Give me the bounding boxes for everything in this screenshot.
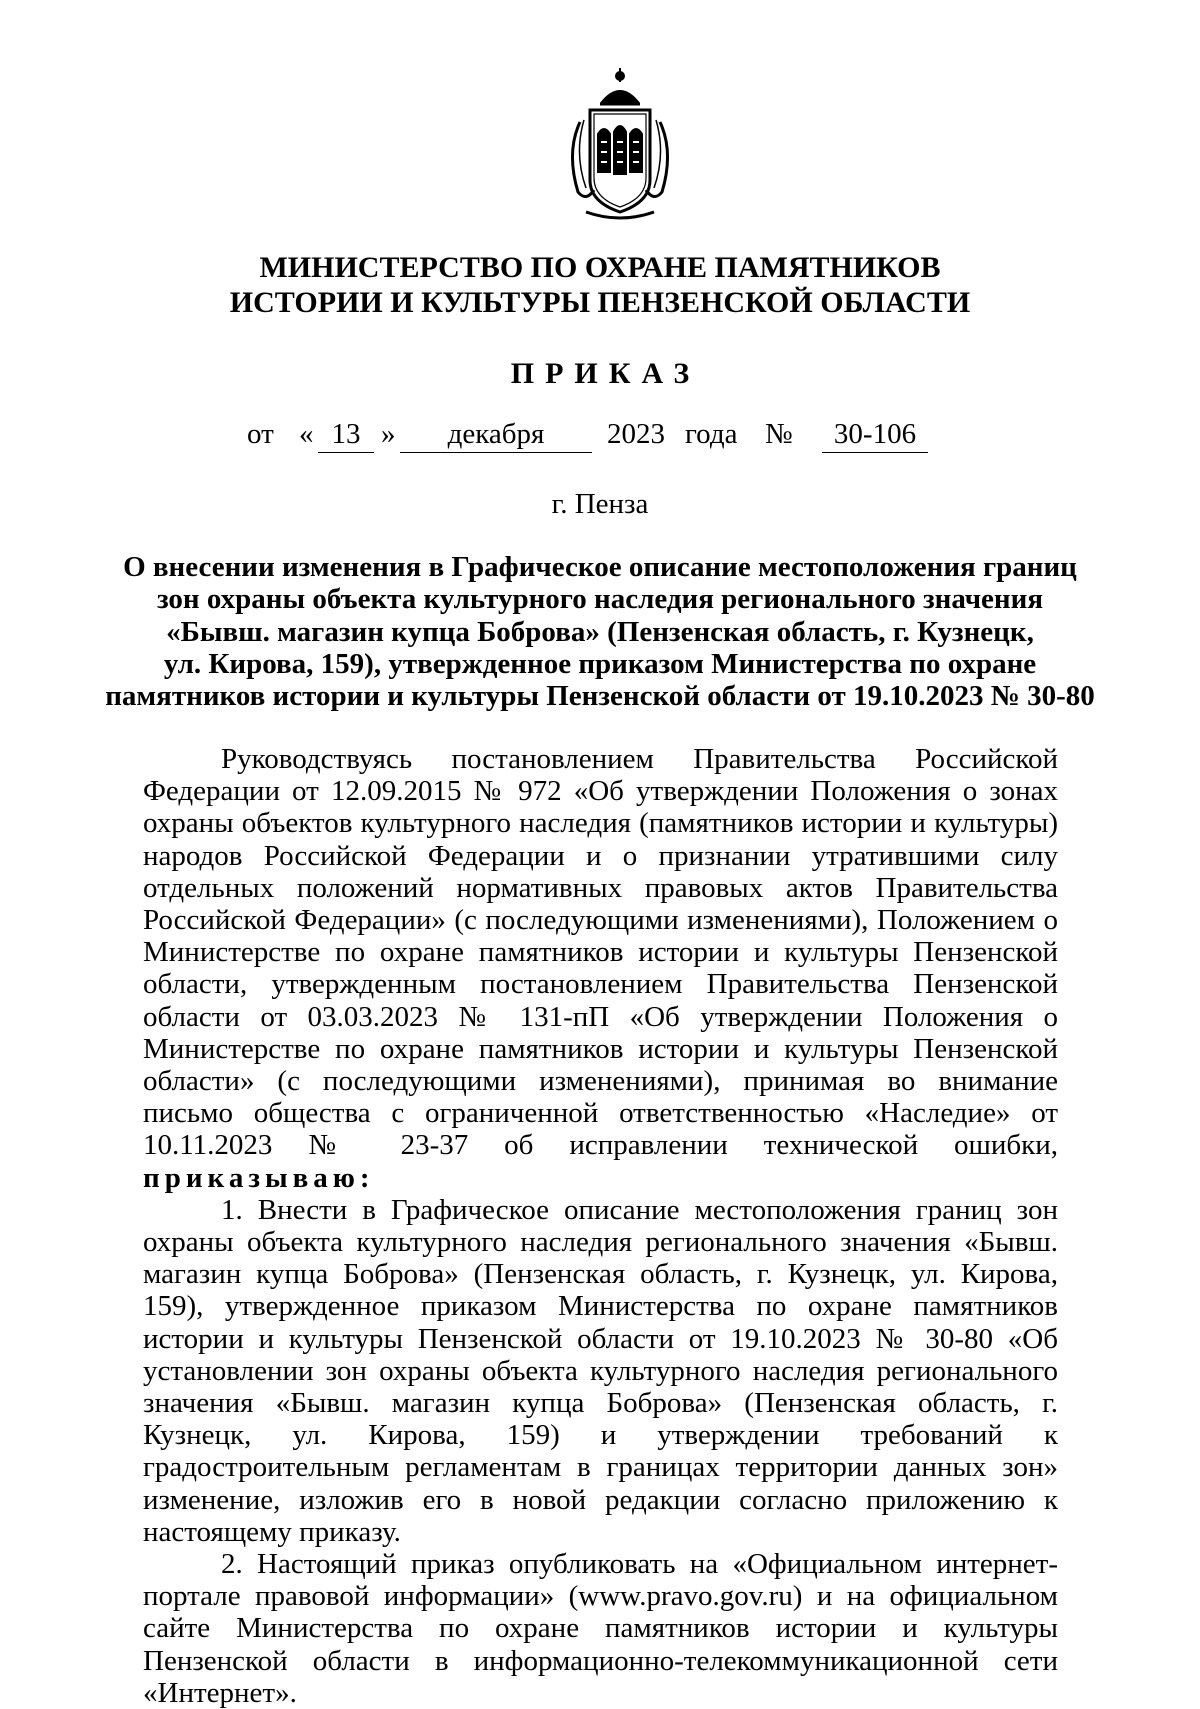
month-field: декабря xyxy=(400,418,592,453)
year-value: 2023 xyxy=(607,418,665,450)
ministry-title-line-2: ИСТОРИИ И КУЛЬТУРЫ ПЕНЗЕНСКОЙ ОБЛАСТИ xyxy=(229,286,971,319)
day-field: 13 xyxy=(318,418,374,453)
coat-of-arms-icon xyxy=(560,62,680,222)
order-word: приказываю: xyxy=(143,1161,375,1194)
number-sign: № xyxy=(765,418,793,450)
ministry-title-line-1: МИНИСТЕРСТВО ПО ОХРАНЕ ПАМЯТНИКОВ xyxy=(259,251,941,284)
from-label: от xyxy=(247,418,274,450)
preamble-text: Руководствуясь постановлением Правительства Российской Федерации от 12.09.2015 № 972 «Об утверждении Положения о зонах охраны объектов культурного наследия (памятников истории и культуры) народов Российской Федерации и о признании утратившими силу отдельных положений нормативных правовых актов Правительства Российской Федерации» (с последующими изменениями), Положением о Министерстве по охране памятников истории и культуры Пензенской области, утвержденным постановлением Правительства Пензенской области от 03.03.2023 № 131-пП «Об утверждении Положения о Министерстве по охране памятников истории и культуры Пензенской области» (с последующими изменениями), принимая во внимание письмо общества с ограниченной ответственностью «Наследие» от 10.11.2023 № 23-37 об исправлении технической ошибки, xyxy=(143,743,1058,1162)
open-quote: « xyxy=(299,418,314,450)
subject-line-3: «Бывш. магазин купца Боброва» (Пензенская область, г. Кузнецк, xyxy=(166,615,1034,648)
subject-line-4: ул. Кирова, 159), утвержденное приказом Министерства по охране xyxy=(163,647,1037,680)
order-number-field: 30-106 xyxy=(822,418,928,453)
city-line: г. Пенза xyxy=(551,488,649,520)
order-body xyxy=(143,743,1058,1709)
preamble-paragraph xyxy=(143,743,1058,1194)
order-subject xyxy=(100,551,1100,712)
year-label: года xyxy=(685,418,738,450)
subject-line-5: памятников истории и культуры Пензенской области от 19.10.2023 № 30-80 xyxy=(105,680,1095,713)
item-1-paragraph: 1. Внести в Графическое описание местоположения границ зон охраны объекта культурного наследия регионального значения «Бывш. магазин купца Боброва» (Пензенская область, г. Кузнецк, ул. Кирова, 159), утвержденное приказом Министерства по охране памятников истории и культуры Пензенской области от 19.10.2023 № 30-80 «Об установлении зон охраны объекта культурного наследия регионального значения «Бывш. магазин купца Боброва» (Пензенская область, г. Кузнецк, ул. Кирова, 159) и утверждении требований к градостроительным регламентам в границах территории данных зон» изменение, изложив его в новой редакции согласно приложению к настоящему приказу. xyxy=(143,1193,1058,1548)
date-number-line xyxy=(0,418,1200,458)
subject-line-2: зон охраны объекта культурного наследия регионального значения xyxy=(156,583,1044,616)
ministry-title xyxy=(100,250,1100,320)
item-2-paragraph: 2. Настоящий приказ опубликовать на «Официальном интернет-портале правовой информации» (www.pravo.gov.ru) и на официальном сайте Министерства по охране памятников истории и культуры Пензенской области в информационно-телекоммуникационной сети «Интернет». xyxy=(143,1548,1058,1709)
subject-line-1: О внесении изменения в Графическое описание местоположения границ xyxy=(123,551,1077,583)
close-quote: » xyxy=(381,418,396,450)
document-type: ПРИКАЗ xyxy=(510,357,701,390)
